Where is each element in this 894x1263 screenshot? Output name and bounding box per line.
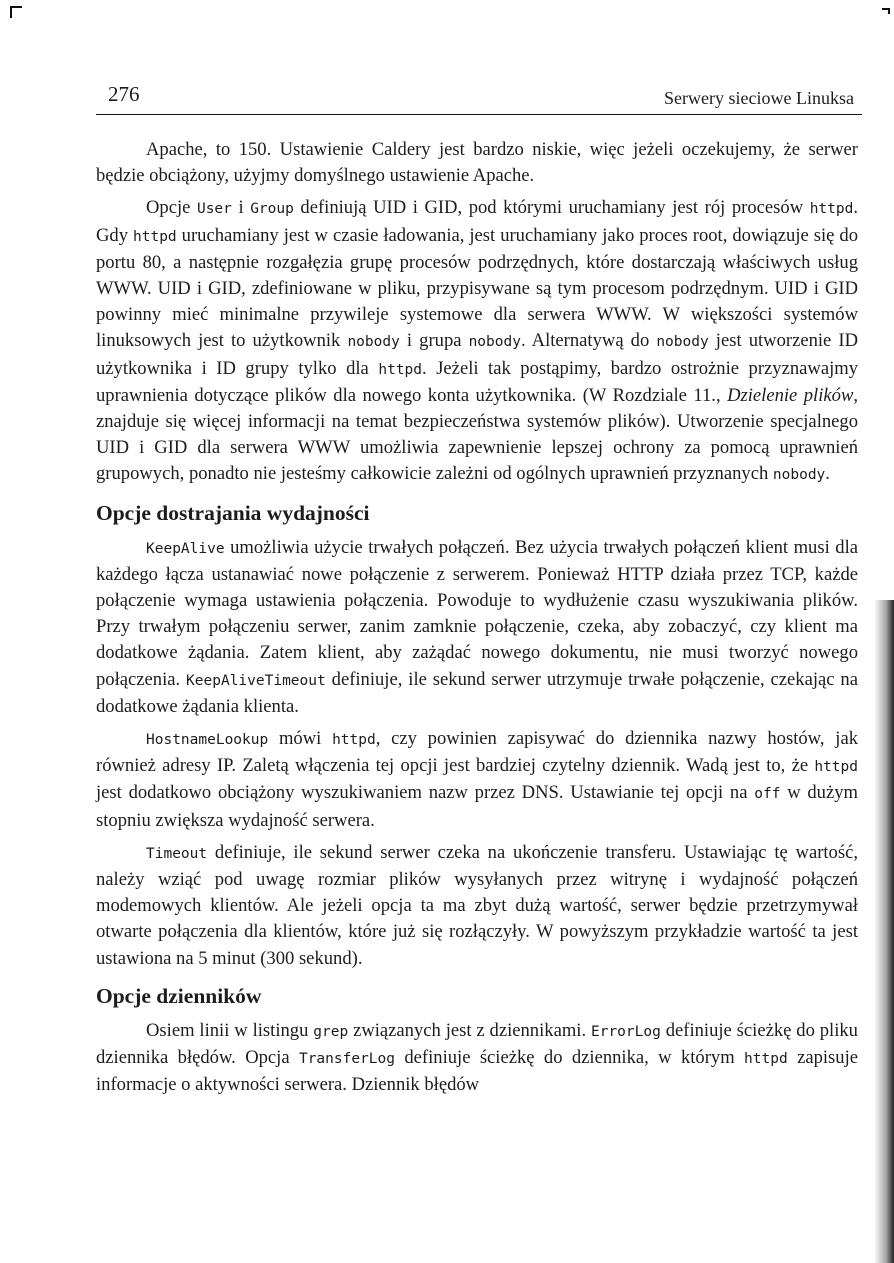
text-run: . Jeżeli tak postąpimy, bardzo ostrożnie przyznawajmy uprawnienia dotyczące plików dla nowego konta użytkownika. (W Rozdziale 11., bbox=[96, 357, 859, 406]
text-run: uruchamiany jest w czasie ładowania, jest uruchamiany jako proces root, dowiązuje się do portu 80, a następnie rozgałęzia grupę procesów podrzędnych, które dostarczają właściwych usług WWW. UID i GID, zdefiniowane w pliku, przypisywane są tym procesom podrzędnym. UID i GID powinny mieć minimalne przywileje systemowe dla serwera WWW. W większości systemów linuksowych jest to użytkownik bbox=[96, 224, 858, 352]
text-run: jest utworzenie ID użytkownika i ID grupy tylko dla bbox=[96, 330, 858, 379]
inline-code: grep bbox=[313, 1023, 349, 1040]
text-run: jest dodatkowo obciążony wyszukiwaniem nazw przez DNS. Ustawianie tej opcji na bbox=[96, 782, 755, 804]
inline-code: ErrorLog bbox=[590, 1023, 661, 1040]
inline-code: httpd bbox=[809, 201, 854, 218]
inline-code: Group bbox=[250, 201, 294, 218]
inline-code: httpd bbox=[332, 732, 376, 749]
inline-code: off bbox=[754, 786, 781, 803]
inline-code: KeepAlive bbox=[146, 540, 225, 557]
paragraph-logs bbox=[96, 1018, 858, 1099]
page-body bbox=[96, 137, 858, 1105]
scan-edge-shadow bbox=[874, 600, 894, 1263]
inline-code: nobody bbox=[772, 467, 826, 484]
inline-code: TransferLog bbox=[298, 1051, 395, 1068]
inline-code: HostnameLookup bbox=[146, 732, 269, 749]
paragraph-apache-setting bbox=[96, 137, 858, 189]
text-run: . bbox=[825, 463, 830, 485]
text-run: Opcje bbox=[146, 197, 197, 219]
scan-corner-mark-left bbox=[10, 6, 22, 18]
text-run: , czy powinien zapisywać do dziennika nazwy hostów, jak również adresy IP. Zaletą włączenia tej opcji jest bardziej czytelny dziennik. Wadą jest to, że bbox=[96, 728, 858, 777]
inline-code: nobody bbox=[468, 334, 521, 351]
text-run: . Alternatywą do bbox=[520, 330, 657, 352]
text-run: definiuje ścieżkę do pliku dziennika błędów. Opcja bbox=[96, 1019, 858, 1069]
inline-code: nobody bbox=[656, 334, 709, 351]
text-run: , znajduje się więcej informacji na temat bezpieczeństwa systemów plików). Utworzenie specjalnego UID i GID dla serwera WWW umożliwia zapewnienie lepszej ochrony za pomocą uprawnień grupowych, ponadto nie jesteśmy całkowicie zależni od ogólnych uprawnień przyznanych bbox=[96, 384, 858, 485]
paragraph-user-group bbox=[96, 195, 858, 488]
text-run: definiuje, ile sekund serwer czeka na ukończenie transferu. Ustawiając tę wartość, należy wziąć pod uwagę rozmiar plików wysyłanych przez witrynę i wydajność połączeń modemowych klientów. Ale jeżeli opcja ta ma zbyt dużą wartość, serwer będzie przetrzymywał otwarte połączenia dla klientów, które już się rozłączyły. W powyższym przykładzie wartość ta jest ustawiona na 5 minut (300 sekund). bbox=[96, 841, 858, 969]
text-run: definiują UID i GID, pod którymi uruchamiany jest rój procesów bbox=[293, 197, 810, 219]
inline-code: User bbox=[196, 201, 232, 218]
inline-code: KeepAliveTimeout bbox=[186, 672, 326, 689]
inline-code: httpd bbox=[814, 759, 858, 776]
text-run: . Gdy bbox=[96, 197, 858, 246]
inline-code: Timeout bbox=[146, 845, 208, 862]
inline-code: nobody bbox=[347, 334, 400, 351]
inline-code: httpd bbox=[133, 228, 177, 245]
section-heading-performance: Opcje dostrajania wydajności bbox=[96, 500, 370, 525]
text-run: definiuje ścieżkę do dziennika, w którym bbox=[395, 1047, 745, 1069]
paragraph-hostnamelookup bbox=[96, 726, 858, 834]
text-run: definiuje, ile sekund serwer utrzymuje trwałe połączenie, czekając na dodatkowe żądania klienta. bbox=[96, 668, 858, 717]
scan-corner-mark-right bbox=[882, 8, 890, 14]
page-number: 276 bbox=[108, 82, 140, 106]
text-run: i grupa bbox=[399, 330, 469, 352]
text-run: mówi bbox=[268, 728, 333, 750]
text-run: związanych jest z dziennikami. bbox=[348, 1019, 591, 1041]
text-run: w dużym stopniu zwiększa wydajność serwera. bbox=[96, 782, 858, 831]
inline-code: httpd bbox=[744, 1051, 788, 1068]
page-header bbox=[96, 80, 862, 115]
paragraph-keepalive bbox=[96, 535, 858, 720]
italic-title: Dzielenie plików bbox=[727, 384, 854, 406]
text-run: Apache, to 150. Ustawienie Caldery jest bardzo niskie, więc jeżeli oczekujemy, że serwer będzie obciążony, użyjmy domyślnego ustawienie Apache. bbox=[96, 139, 858, 187]
section-heading-logs: Opcje dzienników bbox=[96, 983, 262, 1008]
text-run: i bbox=[231, 197, 251, 219]
text-run: Osiem linii w listingu bbox=[146, 1019, 314, 1041]
text-run: zapisuje informacje o aktywności serwera. Dziennik błędów bbox=[96, 1047, 858, 1096]
paragraph-timeout bbox=[96, 840, 858, 972]
running-title: Serwery sieciowe Linuksa bbox=[664, 88, 854, 108]
text-run: umożliwia użycie trwałych połączeń. Bez użycia trwałych połączeń klient musi dla każdego łącza ustanawiać nowe połączenie z serwerem. Ponieważ HTTP działa przez TCP, każde połączenie wymaga ustawienia połączenia. Powoduje to wydłużenie czasu wyszukiwania plików. Przy trwałym połączeniu serwer, zanim zamknie połączenie, czeka, aby zobaczyć, czy klient ma dodatkowe żądania. Zatem klient, aby zażądać nowego dokumentu, nie musi tworzyć nowego połączenia. bbox=[96, 536, 858, 690]
inline-code: httpd bbox=[378, 361, 423, 378]
